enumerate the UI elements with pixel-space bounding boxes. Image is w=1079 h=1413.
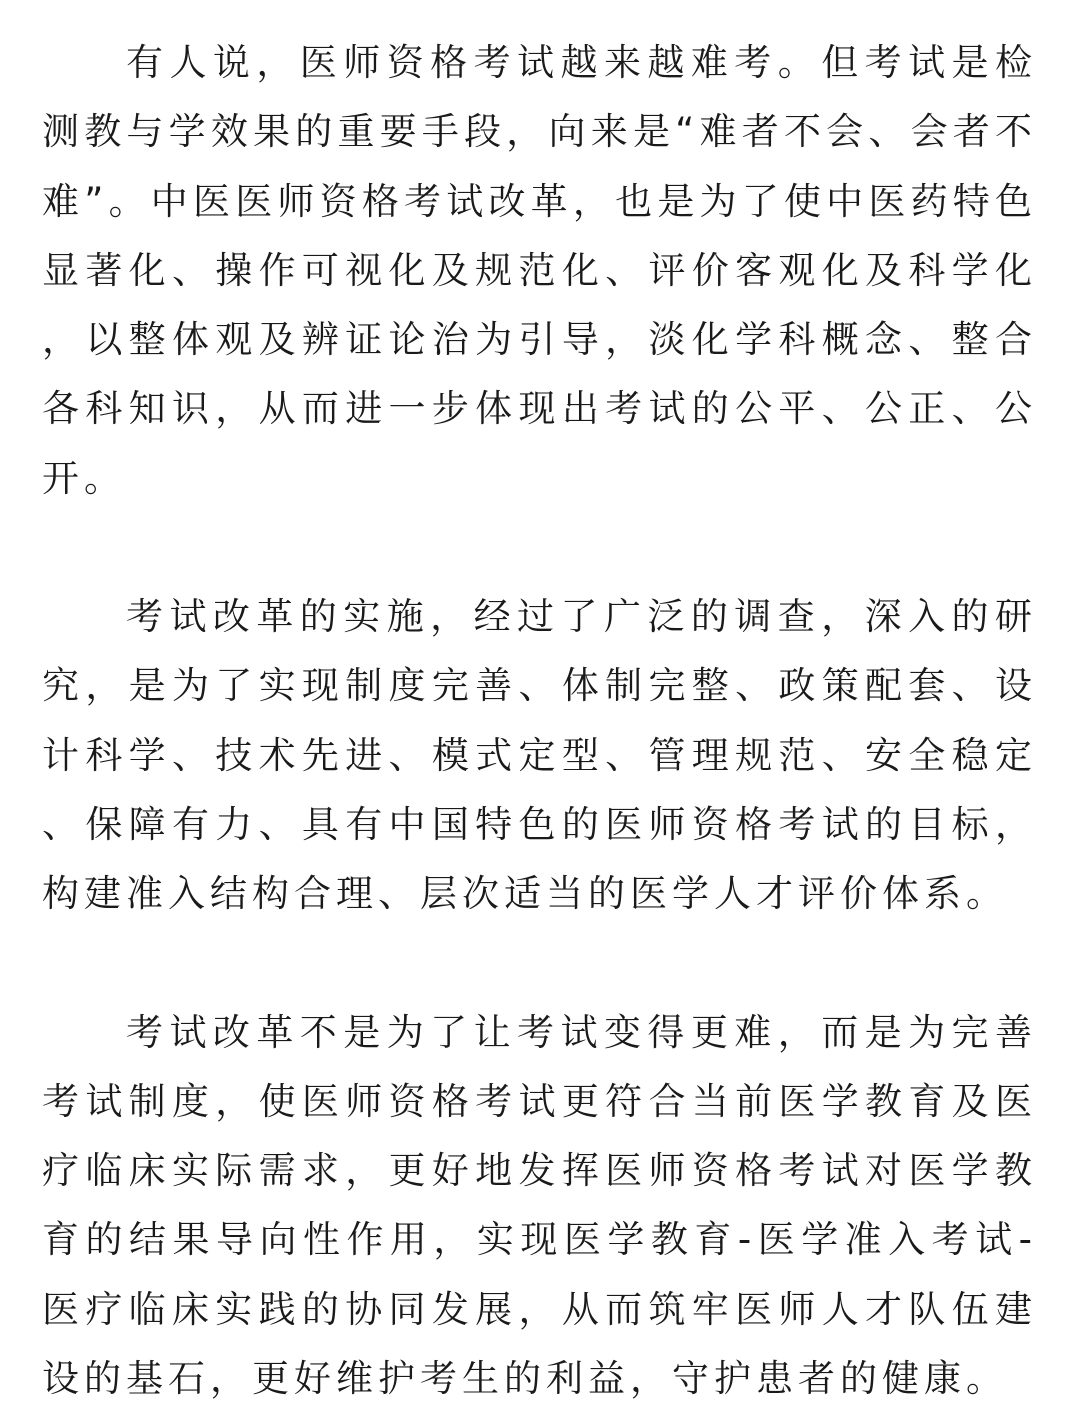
paragraph-reform-purpose: 考试改革不是为了让考试变得更难，而是为完善考试制度，使医师资格考试更符合当前医学教育及医疗临床实际需求，更好地发挥医师资格考试对医学教育的结果导向性作用，实现医学教育-医学准入考试-医疗临床实践的协同发展，从而筑牢医师人才队伍建设的基石，更好维护考生的利益，守护患者的健康。 xyxy=(42,1010,1037,1401)
article-body xyxy=(42,28,1037,1413)
paragraph-exam-difficulty: 有人说，医师资格考试越来越难考。但考试是检测教与学效果的重要手段，向来是“难者不会、会者不难”。中医医师资格考试改革，也是为了使中医药特色显著化、操作可视化及规范化、评价客观化及科学化，以整体观及辨证论治为引导，淡化学科概念、整合各科知识，从而进一步体现出考试的公平、公正、公开。 xyxy=(42,41,1037,500)
paragraph-reform-implementation: 考试改革的实施，经过了广泛的调查，深入的研究，是为了实现制度完善、体制完整、政策配套、设计科学、技术先进、模式定型、管理规范、安全稳定、保障有力、具有中国特色的医师资格考试的目标，构建准入结构合理、层次适当的医学人才评价体系。 xyxy=(42,595,1037,916)
